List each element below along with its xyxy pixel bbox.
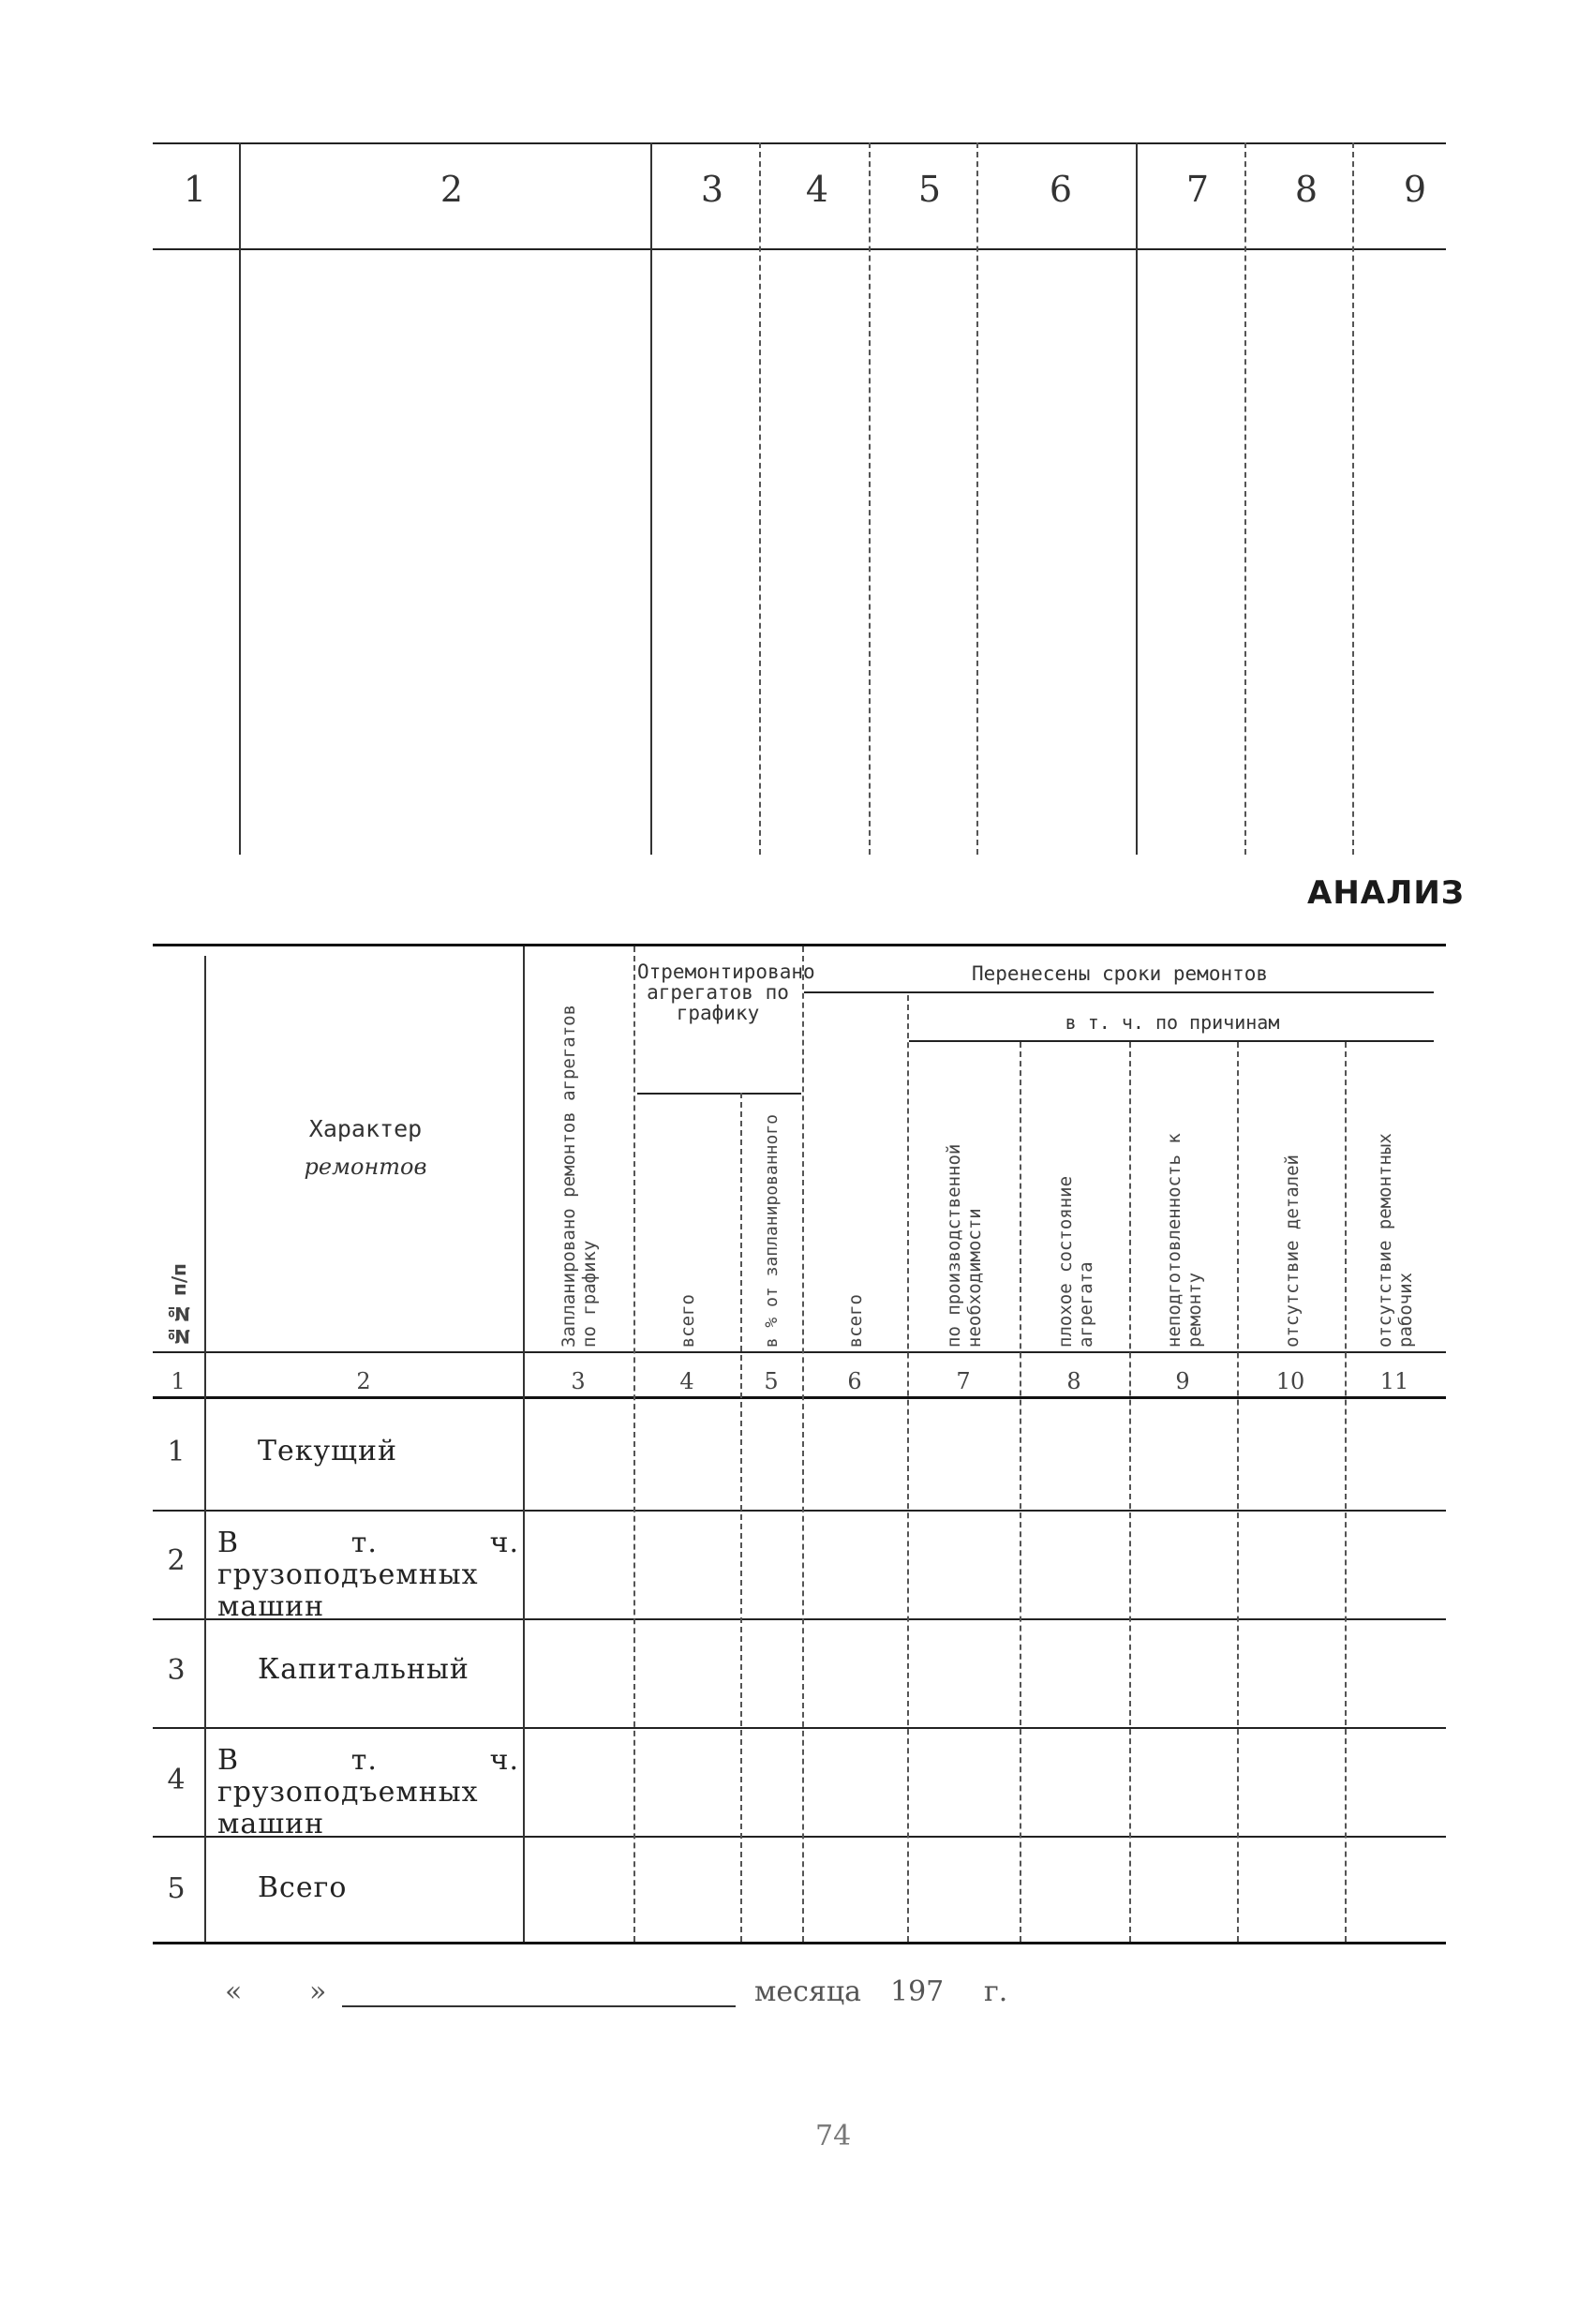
header-reason5-cell bbox=[1348, 1054, 1442, 1348]
top-col-number: 3 bbox=[700, 169, 724, 210]
header-postponed-total: всего bbox=[845, 1293, 866, 1348]
row-label: Капитальный bbox=[258, 1653, 469, 1686]
analysis-col-number: 7 bbox=[956, 1368, 971, 1394]
header-postponed-total-cell bbox=[806, 1171, 905, 1348]
analysis-col-divider bbox=[1237, 1042, 1239, 1942]
analysis-rule-repaired bbox=[637, 1093, 801, 1095]
analysis-col-divider bbox=[633, 946, 635, 1942]
top-col-number: 6 bbox=[1049, 169, 1073, 210]
header-planned: Запланировано ремонтов агрегатов по графику bbox=[558, 1004, 600, 1348]
analysis-col-divider bbox=[523, 946, 525, 1942]
header-repaired-total: всего bbox=[678, 1293, 698, 1348]
header-planned-cell bbox=[529, 965, 628, 1348]
analysis-col-number: 10 bbox=[1275, 1368, 1305, 1394]
footer-date-line bbox=[342, 2005, 736, 2007]
footer-month-label: месяца bbox=[754, 1975, 861, 2008]
header-reason1-cell bbox=[911, 1054, 1018, 1348]
top-col-number: 2 bbox=[439, 169, 464, 210]
analysis-col-number: 2 bbox=[356, 1368, 371, 1394]
top-table-col-divider bbox=[759, 142, 761, 855]
analysis-rule-header-bottom bbox=[153, 1351, 1446, 1353]
row-number: 1 bbox=[167, 1436, 186, 1468]
top-table-rule-header bbox=[153, 248, 1446, 250]
top-table-col-divider bbox=[976, 142, 978, 855]
analysis-col-number: 8 bbox=[1066, 1368, 1081, 1394]
footer-quote-open: « bbox=[225, 1975, 243, 2008]
header-postponed-group: Перенесены сроки ремонтов bbox=[971, 962, 1269, 985]
row-label: В т. ч. грузоподъемных машин bbox=[217, 1527, 519, 1623]
header-reason1: по производственной необходимости bbox=[944, 1143, 985, 1348]
top-col-number: 9 bbox=[1403, 169, 1427, 210]
row-number: 3 bbox=[167, 1654, 186, 1687]
analysis-col-number: 5 bbox=[764, 1368, 779, 1394]
top-col-number: 1 bbox=[183, 169, 207, 210]
header-reason2: плохое состояние агрегата bbox=[1054, 1175, 1096, 1348]
header-reasons-group: в т. ч. по причинам bbox=[1065, 1011, 1280, 1034]
top-col-number: 8 bbox=[1294, 169, 1318, 210]
analysis-col-number: 3 bbox=[571, 1368, 586, 1394]
analysis-col-number: 6 bbox=[847, 1368, 862, 1394]
header-reason5: отсутствие ремонтных рабочих bbox=[1375, 1133, 1416, 1348]
header-character-line2: ремонтов bbox=[304, 1154, 427, 1180]
analysis-col-divider bbox=[740, 1093, 742, 1942]
row-label: Текущий bbox=[258, 1435, 398, 1467]
top-table-col-divider bbox=[650, 142, 652, 855]
page-number: 74 bbox=[815, 2120, 852, 2153]
row-number: 5 bbox=[167, 1872, 186, 1905]
analysis-col-divider bbox=[204, 956, 206, 1942]
analysis-rule-subheader bbox=[804, 991, 1434, 993]
analysis-col-number: 1 bbox=[171, 1368, 186, 1394]
row-number: 2 bbox=[167, 1544, 186, 1577]
analysis-rule-colnums bbox=[153, 1396, 1446, 1399]
section-title: АНАЛИЗ bbox=[1307, 874, 1465, 912]
header-reason3-cell bbox=[1133, 1054, 1235, 1348]
header-reason4-cell bbox=[1241, 1054, 1343, 1348]
analysis-col-divider bbox=[802, 946, 804, 1942]
header-repaired-percent: в % от запланированного bbox=[762, 1113, 782, 1348]
header-repaired-percent-cell bbox=[745, 1096, 799, 1348]
header-reason3: неподготовленность к ремонту bbox=[1163, 1133, 1205, 1348]
top-col-number: 7 bbox=[1185, 169, 1210, 210]
top-table-col-divider bbox=[1352, 142, 1354, 855]
row-label: Всего bbox=[258, 1871, 348, 1904]
footer-year-suffix: г. bbox=[984, 1975, 1008, 2008]
header-repaired-total-cell bbox=[637, 1125, 738, 1348]
header-reason4: отсутствие деталей bbox=[1281, 1155, 1303, 1348]
footer-quote-close: » bbox=[309, 1975, 327, 2008]
top-table-rule-top bbox=[153, 142, 1446, 144]
analysis-row-divider bbox=[153, 1510, 1446, 1512]
header-repaired-group: Отремонтировано агрегатов по графику bbox=[637, 961, 815, 1024]
analysis-rule-bottom bbox=[153, 1942, 1446, 1944]
top-table-col-divider bbox=[869, 142, 871, 855]
analysis-row-divider bbox=[153, 1727, 1446, 1729]
analysis-col-divider bbox=[1020, 1042, 1021, 1942]
top-col-number: 4 bbox=[805, 169, 829, 210]
analysis-col-number: 9 bbox=[1175, 1368, 1190, 1394]
top-col-number: 5 bbox=[917, 169, 942, 210]
top-table-col-divider bbox=[1244, 142, 1246, 855]
header-reason2-cell bbox=[1023, 1054, 1127, 1348]
analysis-col-number: 11 bbox=[1379, 1368, 1409, 1394]
header-character-line1: Характер bbox=[308, 1115, 423, 1142]
analysis-rule-reasons bbox=[909, 1040, 1434, 1042]
analysis-col-divider bbox=[907, 995, 909, 1942]
header-num-cell bbox=[153, 1171, 204, 1348]
analysis-col-number: 4 bbox=[679, 1368, 694, 1394]
row-number: 4 bbox=[167, 1764, 186, 1796]
analysis-rule-top bbox=[153, 944, 1446, 946]
analysis-col-divider bbox=[1129, 1042, 1131, 1942]
top-table-col-divider bbox=[1136, 142, 1138, 855]
row-label: В т. ч. грузоподъемных машин bbox=[217, 1744, 519, 1840]
top-table-col-divider bbox=[239, 142, 241, 855]
header-character bbox=[211, 1115, 520, 1180]
footer-year: 197 bbox=[890, 1975, 945, 2008]
analysis-col-divider bbox=[1345, 1042, 1347, 1942]
header-num: №№ п/п bbox=[167, 1263, 190, 1348]
